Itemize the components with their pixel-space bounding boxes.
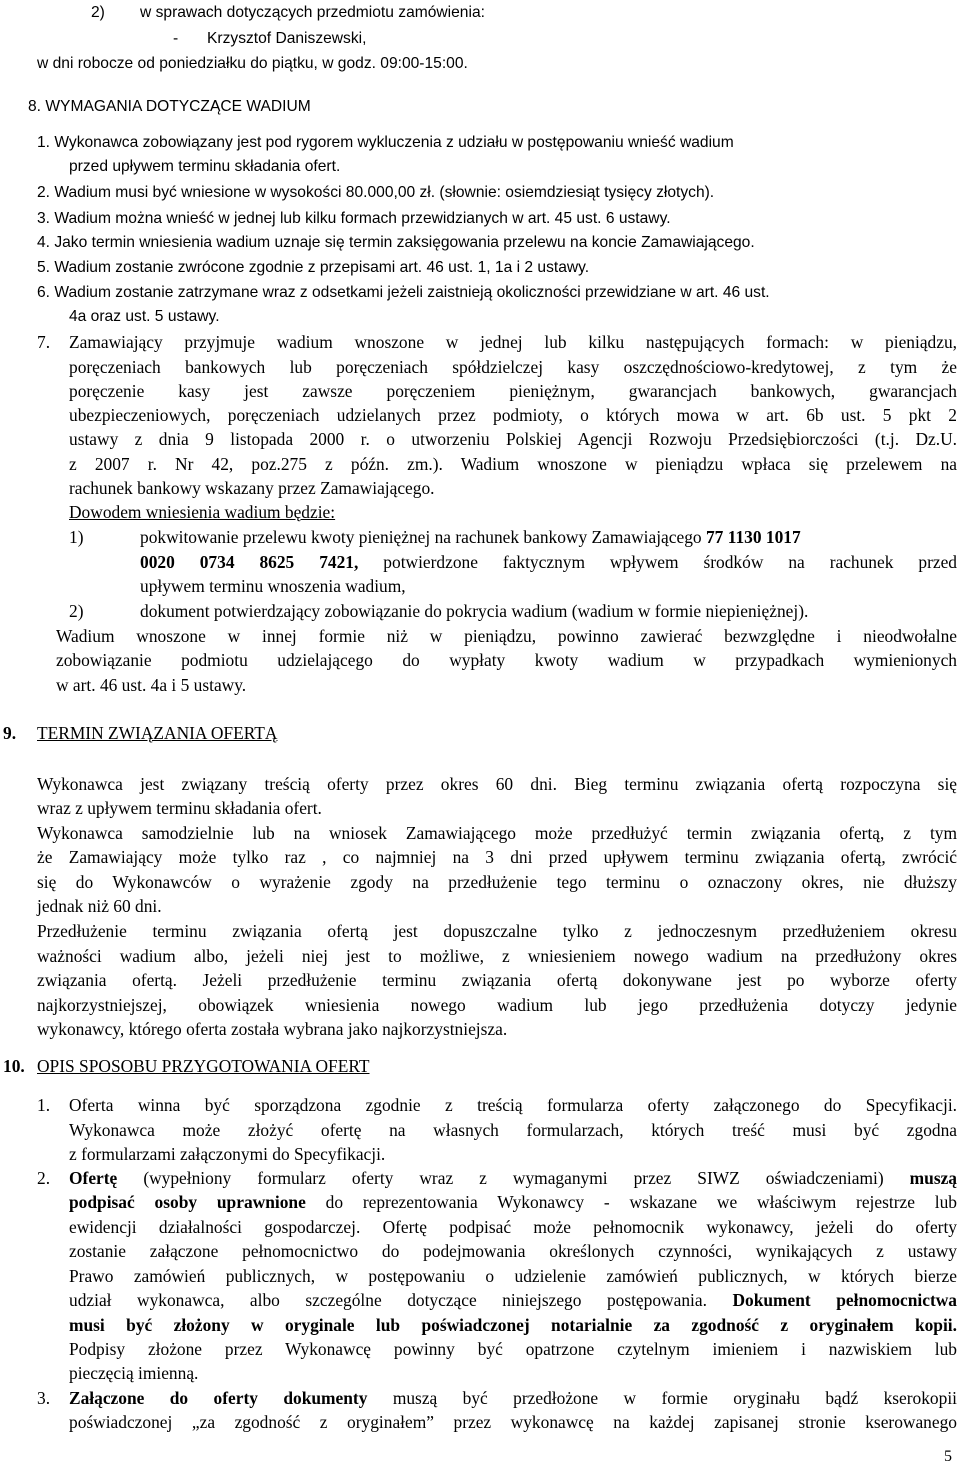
s8-para2: 2. Wadium musi być wniesione w wysokości 80.000,00 zł. (słownie: osiemdziesiąt tysięcy złotych). [37, 184, 715, 201]
contact-person: Krzysztof Daniszewski, [207, 30, 367, 47]
other-form-line: Wadium wnoszone w innej formie niż w pieniądzu, powinno zawierać bezwzględne i nieodwołalne [56, 626, 957, 646]
section-9-number: 9. [3, 723, 17, 743]
s8-para7-line: Zamawiający przyjmuje wadium wnoszone w jednej lub kilku następujących formach: w pieniądzu, [69, 332, 957, 352]
contact-item-number: 2) [91, 4, 105, 21]
section-9-title: TERMIN ZWIĄZANIA OFERTĄ [37, 723, 278, 743]
s10-item1-line: Oferta winna być sporządzona zgodnie z treścią formularza oferty załączonego do Specyfikacji. [69, 1095, 957, 1115]
s8-para7-line: ubezpieczeniowych, poręczeniach udzielanych przez podmioty, o których mowa w art. 6b ust. 5 pkt 2 [69, 405, 957, 425]
s8-para5: 5. Wadium zostanie zwrócone zgodnie z przepisami art. 46 ust. 1, 1a i 2 ustawy. [37, 259, 590, 276]
s10-item2-line2: podpisać osoby uprawnione do reprezentowania Wykonawcy - wskazane we właściwym rejestrze lub [69, 1192, 957, 1212]
s10-item3-number: 3. [37, 1388, 51, 1408]
other-form-line: w art. 46 ust. 4a i 5 ustawy. [56, 675, 247, 695]
contact-item-text: w sprawach dotyczących przedmiotu zamówienia: [140, 4, 485, 21]
proof-heading: Dowodem wniesienia wadium będzie: [69, 502, 336, 522]
s9-line: Wykonawca samodzielnie lub na wniosek Zamawiającego może przedłużyć termin związania ofertą, z tym [37, 823, 957, 843]
s10-item2-line9: pieczęcią imienną. [69, 1363, 199, 1383]
s10-item3-line2: poświadczonej „za zgodność z oryginałem” przez wykonawcę na każdej zapisanej stronie kserowanego [69, 1412, 957, 1432]
s9-line: Przedłużenie terminu związania ofertą jest dopuszczalne tylko z jednoczesnym przedłużeniem okresu [37, 921, 957, 941]
s10-item2-line6: udział wykonawca, albo szczególne dotyczące niniejszego postępowania. Dokument pełnomocnictwa [69, 1290, 957, 1310]
s8-para7-line: poręczeniach bankowych lub poręczeniach spółdzielczej kasy oszczędnościowo-kredytowej, z tym że [69, 357, 957, 377]
s9-line: związania ofertą. Jeżeli przedłużenie terminu związania ofertą dokonywane jest po wyborze oferty [37, 970, 957, 990]
s8-para6-line1: 6. Wadium zostanie zatrzymane wraz z odsetkami jeżeli zaistnieją okoliczności przewidziane w art. 46 ust. [37, 284, 770, 301]
s10-item2-line1: Ofertę (wypełniony formularz oferty wraz z wymaganymi przez SIWZ oświadczeniami) muszą [69, 1168, 957, 1188]
proof-1-line1: pokwitowanie przelewu kwoty pieniężnej na rachunek bankowy Zamawiającego 77 1130 1017 [140, 527, 801, 547]
s10-item2-line: Prawo zamówień publicznych, w postępowaniu o udzielenie zamówień publicznych, w których bierze [69, 1266, 957, 1286]
section-10-title: OPIS SPOSOBU PRZYGOTOWANIA OFERT [37, 1056, 370, 1076]
proof-1-line2: 0020 0734 8625 7421, potwierdzone faktycznym wpływem środków na rachunek przed [140, 552, 957, 572]
s9-line: się do Wykonawców o wyrażenie zgody na przedłużenie tego terminu o oznaczony okres, nie dłuższy [37, 872, 957, 892]
s9-line: najkorzystniejszej, obowiązek wniesienia nowego wadium lub jego przedłużenia dotyczy jedynie [37, 995, 957, 1015]
s9-line: wraz z upływem terminu składania ofert. [37, 798, 322, 818]
section-10-number: 10. [3, 1056, 25, 1076]
proof-1-number: 1) [69, 527, 84, 547]
page-number: 5 [944, 1448, 952, 1465]
s10-item2-line7: musi być złożony w oryginale lub poświadczonej notarialnie za zgodność z oryginałem kopii. [69, 1315, 957, 1335]
s10-item2-line: zostanie załączone pełnomocnictwo do podejmowania określonych czynności, wynikających z ustawy [69, 1241, 957, 1261]
s10-item2-number: 2. [37, 1168, 51, 1188]
s9-line: Wykonawca jest związany treścią oferty przez okres 60 dni. Bieg terminu związania ofertą rozpoczyna się [37, 774, 957, 794]
contact-dash: - [173, 30, 179, 47]
s9-line: że Zamawiający może tylko raz , co najmniej na 3 dni przed upływem terminu związania ofertą, zwrócić [37, 847, 957, 867]
s10-item2-line: ewidencji działalności gospodarczej. Ofertę podpisać może pełnomocnik wykonawcy, jeżeli do oferty [69, 1217, 957, 1237]
s10-item3-line1: Załączone do oferty dokumenty muszą być przedłożone w formie oryginału bądź kserokopii [69, 1388, 957, 1408]
s8-para1-line1: 1. Wykonawca zobowiązany jest pod rygorem wykluczenia z udziału w postępowaniu wnieść wadium [37, 134, 734, 151]
s8-para1-line2: przed upływem terminu składania ofert. [69, 158, 341, 175]
s8-para3: 3. Wadium można wnieść w jednej lub kilku formach przewidzianych w art. 45 ust. 6 ustawy. [37, 210, 671, 227]
s8-para7-line: poręczenie kasy jest zawsze poręczeniem pieniężnym, gwarancjach bankowych, gwarancjach [69, 381, 957, 401]
s9-line: wykonawcy, którego oferta została wybrana jako najkorzystniejsza. [37, 1019, 508, 1039]
proof-1-line3: upływem terminu wnoszenia wadium, [140, 576, 406, 596]
s9-line: jednak niż 60 dni. [37, 896, 162, 916]
section-8-title: 8. WYMAGANIA DOTYCZĄCE WADIUM [28, 98, 311, 115]
s8-para7-line: ustawy z dnia 9 listopada 2000 r. o utworzeniu Polskiej Agencji Rozwoju Przedsiębiorczości (t.j. Dz.U. [69, 429, 957, 449]
s10-item1-line: z formularzami załączonymi do Specyfikacji. [69, 1144, 386, 1164]
s10-item1-number: 1. [37, 1095, 51, 1115]
s10-item1-line: Wykonawca może złożyć ofertę na własnych formularzach, których treść musi być zgodna [69, 1120, 957, 1140]
s10-item2-line8: Podpisy złożone przez Wykonawcę powinny być opatrzone czytelnym imieniem i nazwiskiem lub [69, 1339, 957, 1359]
other-form-line: zobowiązanie podmiotu udzielającego do wypłaty kwoty wadium w przypadkach wymienionych [56, 650, 957, 670]
s8-para7-number: 7. [37, 332, 51, 352]
s8-para4: 4. Jako termin wniesienia wadium uznaje się termin zaksięgowania przelewu na koncie Zamawiającego. [37, 234, 755, 251]
s8-para7-line: z 2007 r. Nr 42, poz.275 z późn. zm.). Wadium wnoszone w pieniądzu wpłaca się przelewem na [69, 454, 957, 474]
s8-para6-line2: 4a oraz ust. 5 ustawy. [69, 308, 220, 325]
proof-2-number: 2) [69, 601, 84, 621]
s8-para7-line: rachunek bankowy wskazany przez Zamawiającego. [69, 478, 435, 498]
s9-line: ważności wadium albo, jeżeli niej jest to możliwe, z wniesieniem nowego wadium na przedłużony okres [37, 946, 957, 966]
contact-hours: w dni robocze od poniedziałku do piątku, w godz. 09:00-15:00. [37, 55, 468, 72]
proof-2-text: dokument potwierdzający zobowiązanie do pokrycia wadium (wadium w formie niepieniężnej). [140, 601, 809, 621]
